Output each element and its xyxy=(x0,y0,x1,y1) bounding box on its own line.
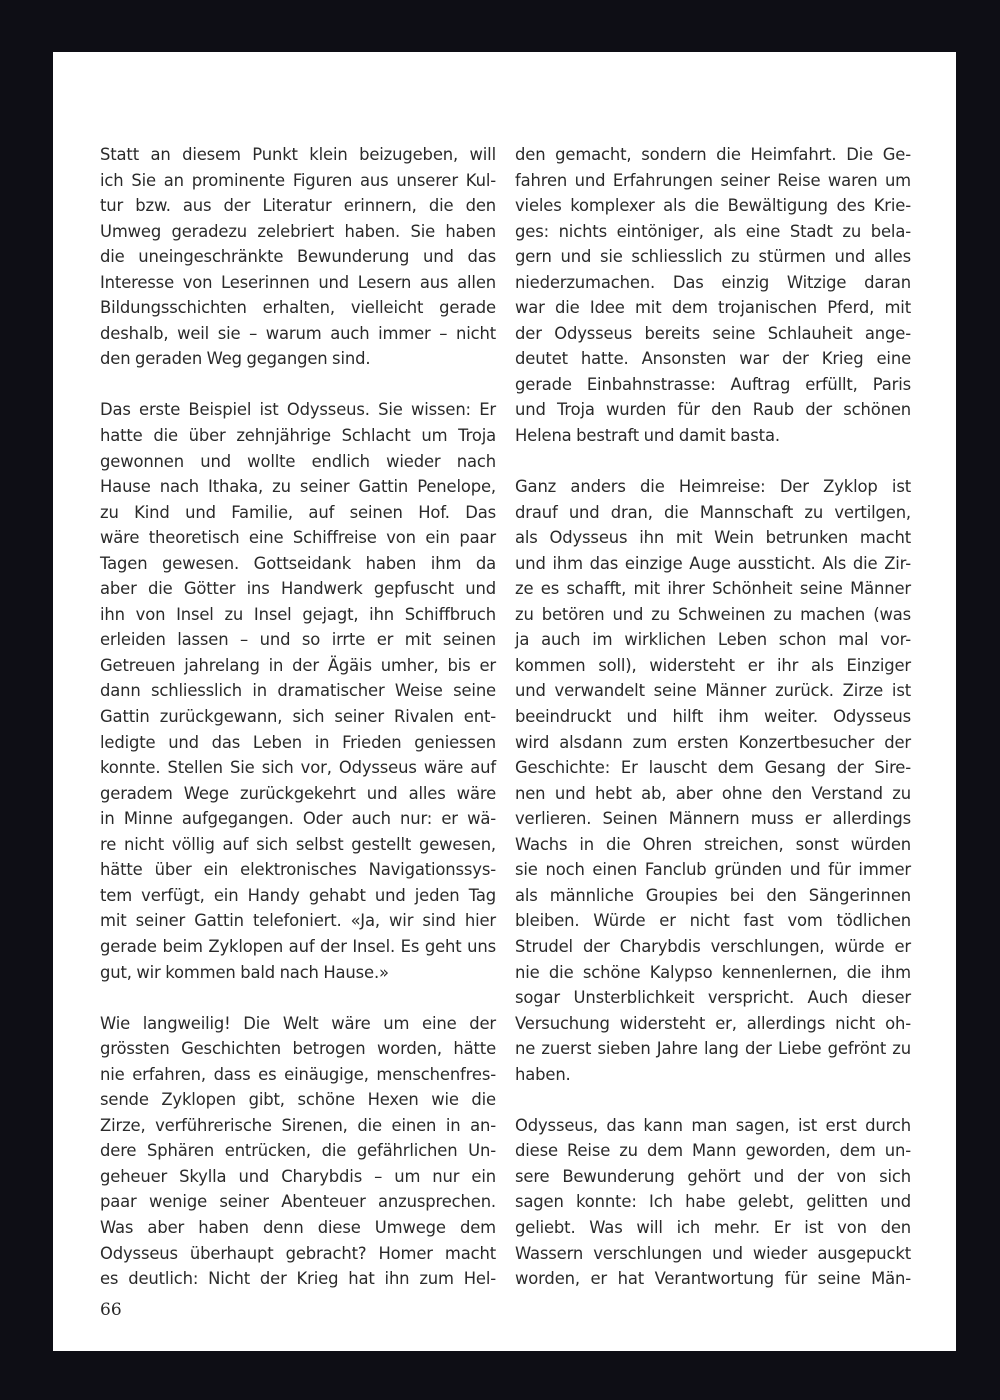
text-line: und verwandelt seine Männer zurück. Zirze ist xyxy=(515,681,911,701)
text-line: gewonnen und wollte endlich wieder nach xyxy=(100,451,496,471)
text-line: Tagen gewesen. Gottseidank haben ihm da xyxy=(100,553,496,573)
left-column-paragraph xyxy=(100,142,496,372)
text-line: Wassern verschlungen und wieder ausgepuckt xyxy=(515,1243,911,1263)
text-line: nie erfahren, dass es einäugige, menschenfres- xyxy=(100,1064,496,1084)
text-line: Getreuen jahrelang in der Ägäis umher, bis er xyxy=(100,655,496,675)
text-line: Wachs in die Ohren streichen, sonst würden xyxy=(515,834,911,854)
text-line: sende Zyklopen gibt, schöne Hexen wie die xyxy=(100,1090,496,1110)
text-line: Interesse von Leserinnen und Lesern aus allen xyxy=(100,272,496,292)
text-line: wird alsdann zum ersten Konzertbesucher der xyxy=(515,732,911,752)
right-column-paragraph xyxy=(515,1113,911,1292)
left-column xyxy=(100,142,496,1317)
book-page xyxy=(53,52,956,1351)
text-line: Was aber haben denn diese Umwege dem xyxy=(100,1217,496,1237)
text-line: gerade Einbahnstrasse: Auftrag erfüllt, Paris xyxy=(515,374,911,394)
text-line: als männliche Groupies bei den Sängerinnen xyxy=(515,885,911,905)
text-line: kommen soll), widersteht er ihr als Einziger xyxy=(515,655,911,675)
text-line: geradem Wege zurückgekehrt und alles wäre xyxy=(100,783,496,803)
text-line: Bildungsschichten erhalten, vielleicht gerade xyxy=(100,298,496,318)
text-line: zu betören und zu Schweinen zu machen (was xyxy=(515,604,911,624)
text-line: Odysseus, das kann man sagen, ist erst durch xyxy=(515,1115,911,1135)
left-column-paragraph xyxy=(100,397,496,985)
text-line: den geraden Weg gegangen sind. xyxy=(100,349,371,369)
text-line: deshalb, weil sie – warum auch immer – nicht xyxy=(100,323,496,343)
text-line: Odysseus überhaupt gebracht? Homer macht xyxy=(100,1243,496,1263)
text-line: dann schliesslich in dramatischer Weise seine xyxy=(100,681,496,701)
right-column xyxy=(515,142,911,1317)
text-line: ja auch im wirklichen Leben schon mal vor- xyxy=(515,630,911,650)
text-line: tur bzw. aus der Literatur erinnern, die den xyxy=(100,196,496,216)
text-line: war die Idee mit dem trojanischen Pferd, mit xyxy=(515,298,911,318)
text-line: Geschichte: Er lauscht dem Gesang der Sire- xyxy=(515,758,911,778)
text-line: zu Kind und Familie, auf seinen Hof. Das xyxy=(100,502,496,522)
text-line: wäre theoretisch eine Schiffreise von ein paar xyxy=(100,528,496,548)
text-line: Zirze, verführerische Sirenen, die einen in an- xyxy=(100,1115,496,1135)
text-line: paar wenige seiner Abenteuer anzusprechen. xyxy=(100,1192,496,1212)
text-line: ich Sie an prominente Figuren aus unserer Kul- xyxy=(100,170,496,190)
text-line: Hause nach Ithaka, zu seiner Gattin Penelope, xyxy=(100,477,496,497)
text-line: ne zuerst sieben Jahre lang der Liebe gefrönt zu xyxy=(515,1039,911,1059)
text-line: gern und sie schliesslich zu stürmen und alles xyxy=(515,247,911,267)
text-line: sagen konnte: Ich habe gelebt, gelitten und xyxy=(515,1192,911,1212)
text-line: haben. xyxy=(515,1064,571,1084)
text-line: gerade beim Zyklopen auf der Insel. Es geht uns xyxy=(100,936,496,956)
text-line: beeindruckt und hilft ihm weiter. Odysseus xyxy=(515,707,911,727)
text-line: den gemacht, sondern die Heimfahrt. Die Ge- xyxy=(515,145,911,164)
right-column-paragraph xyxy=(515,474,911,1087)
text-line: diese Reise zu dem Mann geworden, dem un- xyxy=(515,1141,911,1161)
text-line: Strudel der Charybdis verschlungen, würde er xyxy=(515,936,911,956)
text-line: es deutlich: Nicht der Krieg hat ihn zum Hel- xyxy=(100,1269,496,1289)
text-line: sere Bewunderung gehört und der von sich xyxy=(515,1166,911,1186)
text-line: sogar Unsterblichkeit verspricht. Auch dieser xyxy=(515,988,911,1008)
text-line: Umweg geradezu zelebriert haben. Sie haben xyxy=(100,221,496,241)
text-line: re nicht völlig auf sich selbst gestellt gewesen, xyxy=(100,834,496,854)
text-line: sie noch einen Fanclub gründen und für immer xyxy=(515,860,911,880)
text-line: geheuer Skylla und Charybdis – um nur ein xyxy=(100,1166,496,1186)
text-line: Gattin zurückgewann, sich seiner Rivalen ent- xyxy=(100,707,496,727)
text-line: die uneingeschränkte Bewunderung und das xyxy=(100,247,496,267)
right-column-paragraph xyxy=(515,142,911,449)
text-line: Statt an diesem Punkt klein beizugeben, will xyxy=(100,145,496,164)
text-line: der Odysseus bereits seine Schlauheit ange- xyxy=(515,323,911,343)
text-line: ledigte und das Leben in Frieden geniessen xyxy=(100,732,496,752)
text-line: gut, wir kommen bald nach Hause.» xyxy=(100,962,389,982)
text-line: Das erste Beispiel ist Odysseus. Sie wissen: Er xyxy=(100,400,496,420)
text-line: und Troja wurden für den Raub der schönen xyxy=(515,400,911,420)
text-line: hatte die über zehnjährige Schlacht um Troja xyxy=(100,426,496,446)
text-line: dere Sphären entrücken, die gefährlichen Un- xyxy=(100,1141,496,1161)
text-line: tem verfügt, ein Handy gehabt und jeden Tag xyxy=(100,885,496,905)
text-line: fahren und Erfahrungen seiner Reise waren um xyxy=(515,170,911,190)
page-number: 66 xyxy=(100,1300,122,1320)
text-line: ze es schafft, mit ihrer Schönheit seine Männer xyxy=(515,579,911,599)
text-line: als Odysseus ihn mit Wein betrunken macht xyxy=(515,528,911,548)
text-line: aber die Götter ins Handwerk gepfuscht und xyxy=(100,579,496,599)
text-line: worden, er hat Verantwortung für seine Män- xyxy=(515,1269,911,1289)
text-line: ihn von Insel zu Insel gejagt, ihn Schiffbruch xyxy=(100,604,496,624)
text-line: nen und hebt ab, aber ohne den Verstand zu xyxy=(515,783,911,803)
text-line: vieles komplexer als die Bewältigung des Krie- xyxy=(515,196,911,216)
text-line: deutet hatte. Ansonsten war der Krieg eine xyxy=(515,349,911,369)
text-line: Ganz anders die Heimreise: Der Zyklop ist xyxy=(515,477,911,497)
text-line: drauf und dran, die Mannschaft zu vertilgen, xyxy=(515,502,911,522)
text-line: Wie langweilig! Die Welt wäre um eine der xyxy=(100,1013,496,1033)
text-line: mit seiner Gattin telefoniert. «Ja, wir sind hier xyxy=(100,911,496,931)
text-line: niederzumachen. Das einzig Witzige daran xyxy=(515,272,911,292)
text-line: erleiden lassen – und so irrte er mit seinen xyxy=(100,630,496,650)
left-column-paragraph xyxy=(100,1011,496,1292)
text-line: geliebt. Was will ich mehr. Er ist von den xyxy=(515,1217,911,1237)
text-line: bleiben. Würde er nicht fast vom tödlichen xyxy=(515,911,911,931)
text-line: grössten Geschichten betrogen worden, hätte xyxy=(100,1039,496,1059)
text-line: Helena bestraft und damit basta. xyxy=(515,426,780,446)
text-line: Versuchung widersteht er, allerdings nicht oh- xyxy=(515,1013,911,1033)
text-line: in Minne aufgegangen. Oder auch nur: er wä- xyxy=(100,809,496,829)
text-line: und ihm das einzige Auge aussticht. Als die Zir- xyxy=(515,553,911,573)
text-line: ges: nichts eintöniger, als eine Stadt zu bela- xyxy=(515,221,911,241)
text-line: verlieren. Seinen Männern muss er allerdings xyxy=(515,809,911,829)
text-line: hätte über ein elektronisches Navigationssys- xyxy=(100,860,496,880)
text-line: konnte. Stellen Sie sich vor, Odysseus wäre auf xyxy=(100,758,496,778)
text-line: nie die schöne Kalypso kennenlernen, die ihm xyxy=(515,962,911,982)
